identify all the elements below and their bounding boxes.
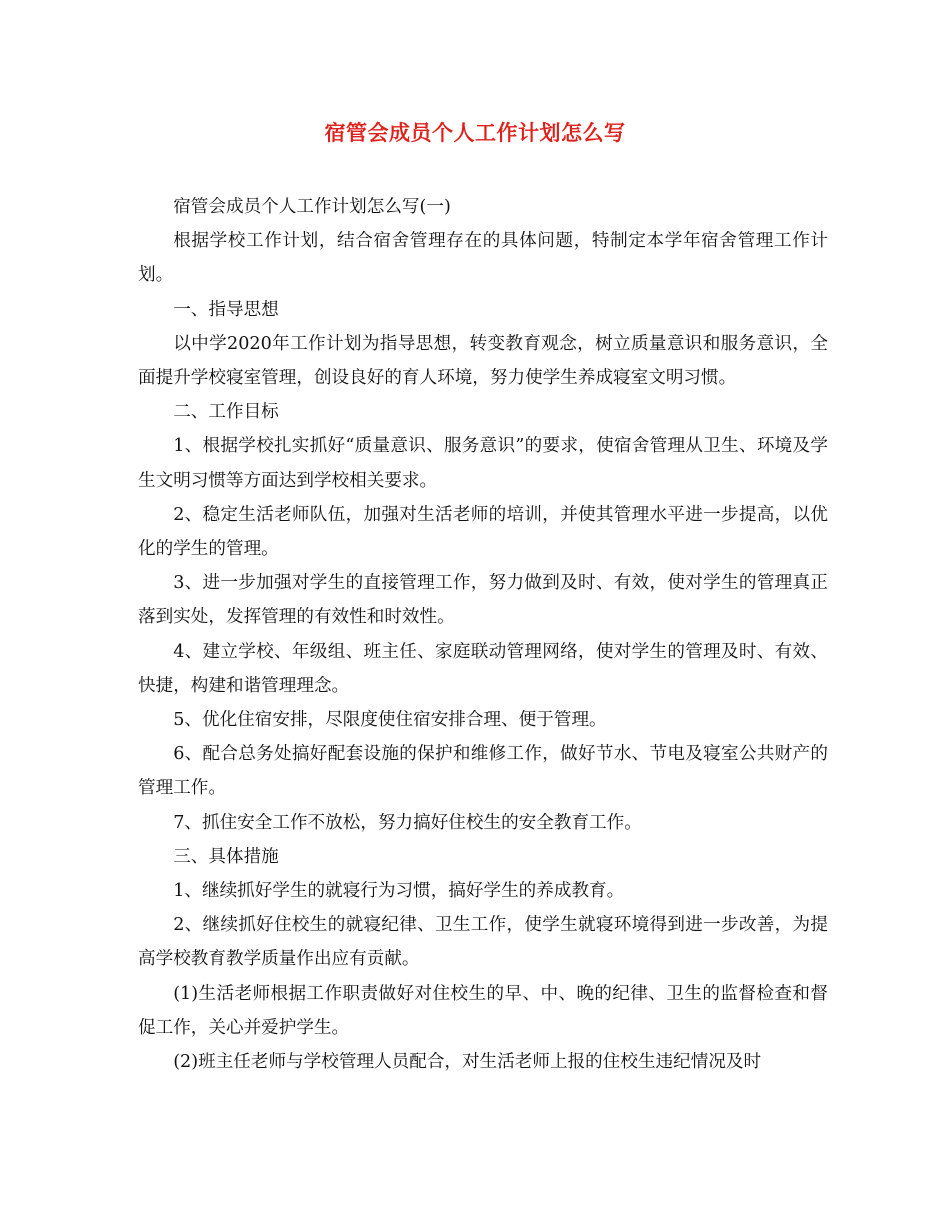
section-heading-specific-measures: 三、具体措施 bbox=[173, 846, 279, 867]
paragraph-intro: 根据学校工作计划，结合宿舍管理存在的具体问题，特制定本学年宿舍管理工作计划。 bbox=[138, 231, 828, 286]
list-item: 2、继续抓好住校生的就寝纪律、卫生工作，使学生就寝环境得到进一步改善，为提高学校教育教学质量作出应有贡献。 bbox=[138, 915, 828, 970]
sub-list-item: (2)班主任老师与学校管理人员配合，对生活老师上报的住校生违纪情况及时 bbox=[173, 1052, 762, 1073]
document-body bbox=[138, 190, 828, 1079]
section-heading-work-goals: 二、工作目标 bbox=[173, 402, 279, 423]
list-item: 1、根据学校扎实抓好“质量意识、服务意识”的要求，使宿舍管理从卫生、环境及学生文明习惯等方面达到学校相关要求。 bbox=[138, 436, 828, 491]
list-item: 7、抓住安全工作不放松，努力搞好住校生的安全教育工作。 bbox=[173, 812, 642, 833]
section-heading-guiding-ideology: 一、指导思想 bbox=[173, 299, 279, 320]
list-item: 5、优化住宿安排，尽限度使住宿安排合理、便于管理。 bbox=[173, 710, 607, 731]
document-title: 宿管会成员个人工作计划怎么写 bbox=[324, 120, 626, 145]
list-item: 1、继续抓好学生的就寝行为习惯，搞好学生的养成教育。 bbox=[173, 881, 625, 902]
paragraph: 以中学2020年工作计划为指导思想，转变教育观念，树立质量意识和服务意识，全面提升学校寝室管理，创设良好的育人环境，努力使学生养成寝室文明习惯。 bbox=[138, 333, 828, 389]
paragraph-subtitle: 宿管会成员个人工作计划怎么写(一) bbox=[173, 197, 451, 217]
list-item: 2、稳定生活老师队伍，加强对生活老师的培训，并使其管理水平进一步提高，以优化的学生的管理。 bbox=[138, 504, 828, 560]
sub-list-item: (1)生活老师根据工作职责做好对住校生的早、中、晚的纪律、卫生的监督检查和督促工作，关心并爱护学生。 bbox=[138, 983, 828, 1038]
list-item: 6、配合总务处搞好配套设施的保护和维修工作，做好节水、节电及寝室公共财产的管理工作。 bbox=[138, 744, 828, 799]
list-item: 3、进一步加强对学生的直接管理工作，努力做到及时、有效，使对学生的管理真正落到实处，发挥管理的有效性和时效性。 bbox=[138, 573, 828, 628]
list-item: 4、建立学校、年级组、班主任、家庭联动管理网络，使对学生的管理及时、有效、快捷，构建和谐管理理念。 bbox=[138, 641, 828, 696]
